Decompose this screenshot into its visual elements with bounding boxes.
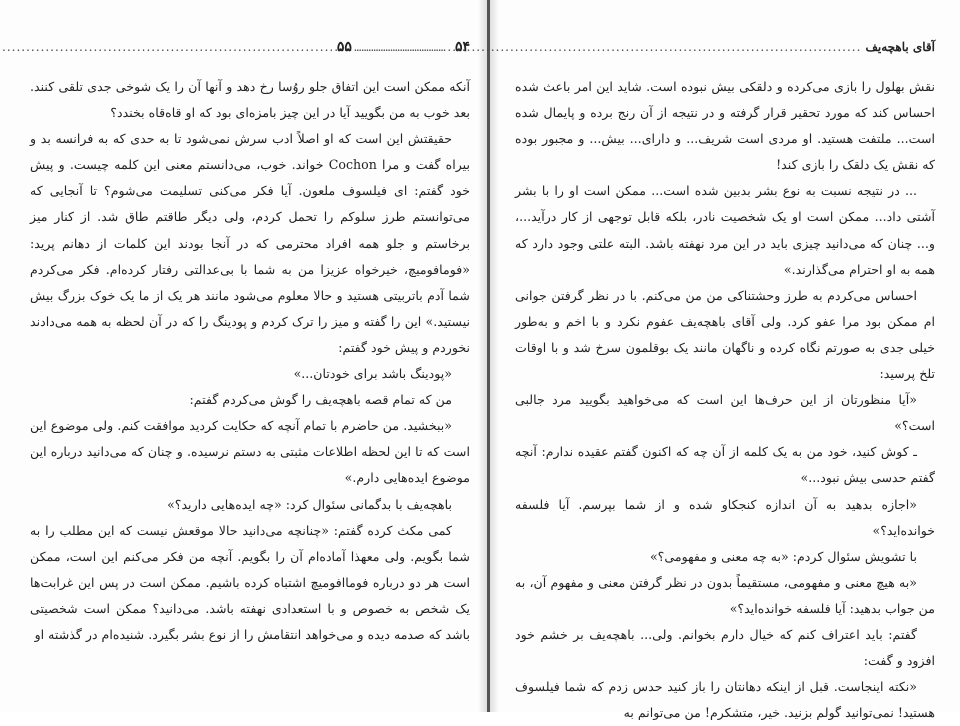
paragraph: کمی مکث کرده گفتم: «چنانچه می‌دانید حالا موقعش نیست که این مطلب را به شما بگویم. ولی معهذا آماده‌ام آن را بگویم. آنچه من فکر می‌کنم این است، ممکن است هر دو درباره فوماافومیچ اشتباه کرده باشیم. ممکن است در پس این غرابت‌ها یک شخص به خصوص و با استعدادی نهفته باشد. می‌دانید؟ ممکن است شخصیتی باشد که صدمه دیده و می‌خواهد انتقامش را از نوع بشر بگیرد. شنیده‌ام در گذشته او: [30, 522, 470, 642]
left-page: [30, 0, 470, 712]
paragraph: نقش بهلول را بازی می‌کرده و دلقکی بیش نبوده است. شاید این امر باعث شده احساس کند که مورد تحقیر قرار گرفته و در نتیجه از آن رنج برده و پایمال شده است... ملتفت هستید. او مردی است شریف... و دارای... بیش... و مجبور بوده که نقش یک دلقک را بازی کند!: [515, 79, 935, 173]
paragraph: «نکته اینجاست. قبل از اینکه دهانتان را باز کنید حدس زدم که شما فیلسوف هستید! نمی‌توانید گولم بزنید. خیر، متشکرم! من می‌توانم به: [515, 679, 935, 721]
gutter-shadow-left: [478, 0, 487, 712]
paragraph: «آیا منظورتان از این حرف‌ها این است که می‌خواهید بگویید مرد جالبی است؟»: [515, 392, 935, 434]
paragraph: باهچه‌یف با بدگمانی سئوال کرد: «چه ایده‌هایی دارید؟»: [167, 496, 452, 512]
paragraph: «پودینگ باشد برای خودتان...»: [293, 366, 452, 382]
paragraph: «اجازه بدهید به آن اندازه کنجکاو شده و از شما بپرسم. آیا فلسفه خوانده‌اید؟»: [515, 496, 935, 538]
paragraph: با تشویش سئوال کردم: «به چه معنی و مفهومی؟»: [649, 548, 917, 564]
page-number: ۵۴: [454, 39, 470, 55]
right-page-body: [515, 74, 935, 726]
paragraph: احساس می‌کردم به طرز وحشتناکی من من می‌کنم. با در نظر گرفتن جوانی ام ممکن بود مرا عفو کرد. ولی آقای باهچه‌یف عفوم نکرد و با اخم و به‌طور خیلی جدی به صورتم نگاه کرده و ناگهان مانند یک بوقلمون سرخ شد و با اوقات تلخ پرسید:: [515, 287, 935, 382]
left-page-body: [30, 74, 470, 648]
leader-dots: [356, 40, 862, 54]
paragraph: «ببخشید. من حاضرم با تمام آنچه که حکایت کردید موافقت کنم. ولی موضوع این است که تا این لحظه اطلاعات مثبتی به دستم نرسیده. و چنان که می‌دانید درباره این موضوع ایده‌هایی دارم.»: [30, 418, 470, 486]
paragraph: «به هیچ معنی و مفهومی، مستقیماً بدون در نظر گرفتن معنی و مفهوم آن، به من جواب بدهید: آیا فلسفه خوانده‌اید؟»: [515, 574, 935, 616]
paragraph: ـ کوش کنید، خود من به یک کلمه از آن چه که اکنون گفتم عقیده ندارم: آنچه گفتم حدسی بیش نبود...»: [515, 444, 935, 486]
running-title: آقای باهچه‌یف: [865, 40, 935, 54]
paragraph: حقیقتش این است که او اصلاً ادب سرش نمی‌شود تا به حدی که به فرانسه بد و بیراه گفت و مرا Cochon خواند. خوب، می‌دانستم معنی این کلمه چیست. و پیش خود گفتم: ای فیلسوف ملعون. آیا فکر می‌کنی تسلیمت می‌شوم؟ تا آنجایی که می‌توانستم طرز سلوکم را تحمل کردم، ولی دیگر طاقتم طاق شد. از کنار میز برخاستم و جلو همه افراد محترمی که در آنجا بودند این کلمات از دهانم پرید: «فومافومیچ، خیرخواه عزیزا من به شما با بی‌عدالتی رفتار کرده‌ام. فکر می‌کردم شما آدم باتربیتی هستید و حالا معلوم می‌شود مانند هر یک از ما یک خوک بزرگ بیش نیستید.» این را گفته و میز را ترک کردم و پودینگ را که در آن لحظه به همه می‌دادند نخوردم و پیش خود گفتم:: [30, 131, 470, 355]
paragraph: ... در نتیجه نسبت به نوع بشر بدبین شده است... ممکن است او را با بشر آشتی داد... ممکن است او یک شخصیت نادر، بلکه قابل توجهی از کار درآید...، و... چنان که می‌دانید چیزی باید در این مرد نهفته باشد. البته علتی وجود دارد که همه به او احترام می‌گذارند.»: [515, 183, 935, 277]
page-number: ۵۵: [336, 39, 352, 55]
gutter-shadow-right: [490, 0, 499, 712]
paragraph: من که تمام قصه باهچه‌یف را گوش می‌کردم گفتم:: [189, 392, 452, 408]
paragraph: گفتم: باید اعتراف کنم که خیال دارم بخوانم. ولی... باهچه‌یف بر خشم خود افزود و گفت:: [515, 626, 935, 669]
paragraph: آنکه ممکن است این اتفاق جلو روُسا رخ دهد و آنها آن را یک شوخی جدی تلقی کنند. بعد خوب به من بگویید آیا در این چیز بامزه‌ای بود که او قاه‌قاه بخندد؟: [30, 79, 470, 121]
